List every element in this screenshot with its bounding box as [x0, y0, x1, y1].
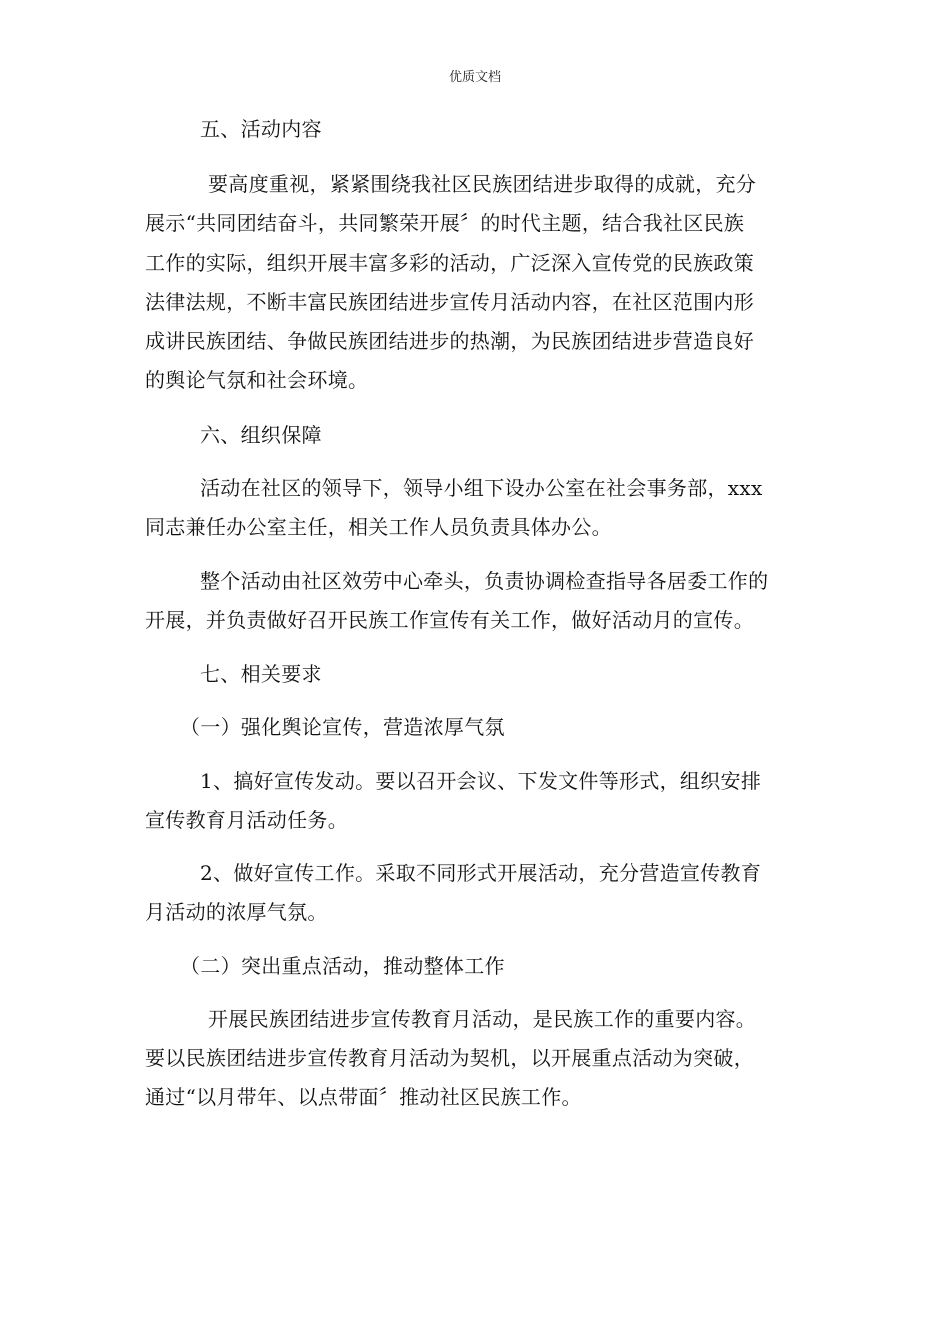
subsection-heading-2: （二）突出重点活动，推动整体工作: [180, 954, 505, 978]
paragraph-line: 开展，并负责做好召开民族工作宣传有关工作，做好活动月的宣传。: [145, 608, 754, 632]
paragraph-line: 工作的实际，组织开展丰富多彩的活动，广泛深入宣传党的民族政策: [145, 251, 754, 275]
section-heading-7: 七、相关要求: [200, 662, 322, 686]
paragraph-line: 的舆论气氛和社会环境。: [145, 368, 369, 392]
paragraph-line: 整个活动由社区效劳中心牵头，负责协调检查指导各居委工作的: [200, 569, 769, 593]
section-heading-6: 六、组织保障: [200, 423, 322, 447]
subsection-heading-1: （一）强化舆论宣传，营造浓厚气氛: [180, 715, 505, 739]
paragraph-line: 要高度重视，紧紧围绕我社区民族团结进步取得的成就，充分: [208, 172, 757, 196]
paragraph-line: 宣传教育月活动任务。: [145, 808, 348, 832]
paragraph-line: 法律法规，不断丰富民族团结进步宣传月活动内容，在社区范围内形: [145, 290, 754, 314]
paragraph-line: 活动在社区的领导下，领导小组下设办公室在社会事务部，xxx: [200, 476, 763, 500]
paragraph-line: 2、做好宣传工作。采取不同形式开展活动，充分营造宣传教育: [200, 861, 762, 885]
paragraph-line: 成讲民族团结、争做民族团结进步的热潮，为民族团结进步营造良好: [145, 329, 754, 353]
paragraph-line: 展示“共同团结奋斗，共同繁荣开展〞的时代主题，结合我社区民族: [145, 211, 745, 235]
paragraph-line: 月活动的浓厚气氛。: [145, 900, 328, 924]
paragraph-line: 同志兼任办公室主任，相关工作人员负责具体办公。: [145, 515, 612, 539]
paragraph-line: 通过“以月带年、以点带面〞推动社区民族工作。: [145, 1085, 582, 1109]
section-heading-5: 五、活动内容: [200, 117, 322, 141]
paragraph-line: 开展民族团结进步宣传教育月活动，是民族工作的重要内容。: [208, 1007, 757, 1031]
paragraph-line: 要以民族团结进步宣传教育月活动为契机，以开展重点活动为突破，: [145, 1046, 754, 1070]
page-header: 优质文档: [448, 70, 501, 85]
paragraph-line: 1、搞好宣传发动。要以召开会议、下发文件等形式，组织安排: [200, 769, 762, 793]
